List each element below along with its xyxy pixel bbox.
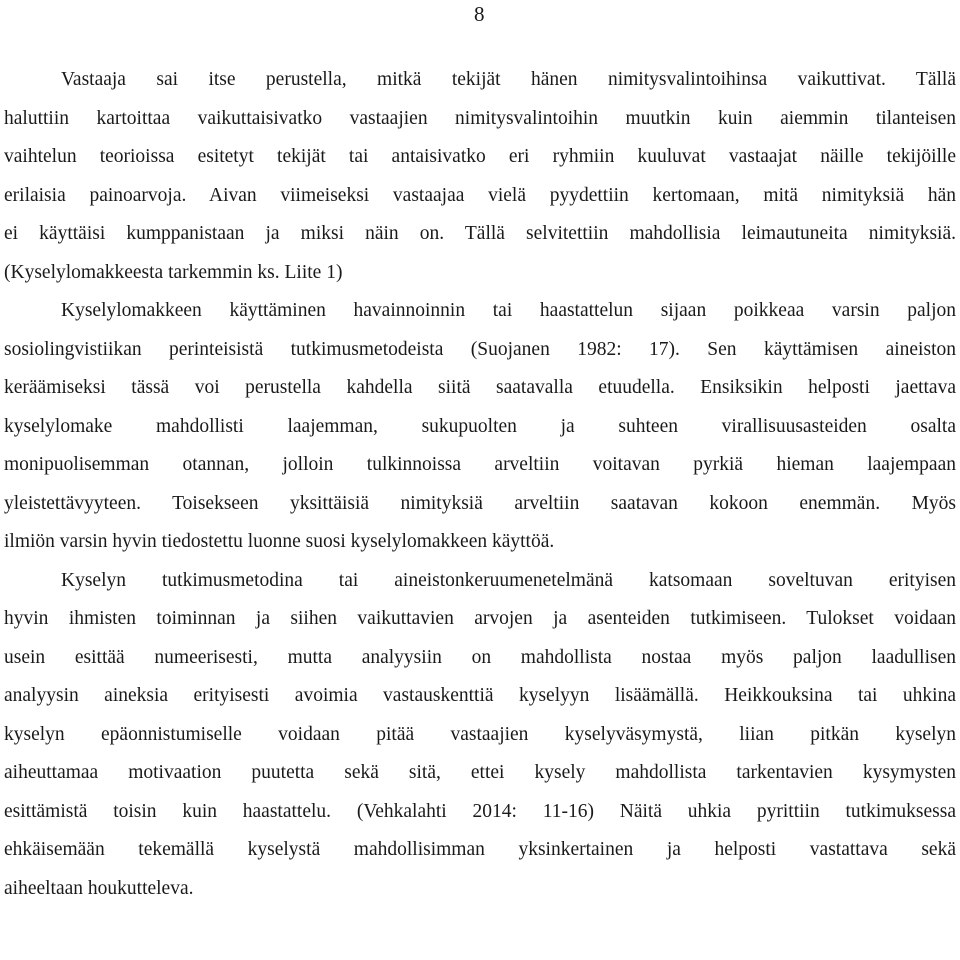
paragraph-line: vaihtelun teorioissa esitetyt tekijät tai antaisivatko eri ryhmiin kuuluvat vastaajat näille tekijöille (4, 146, 956, 167)
paragraph-3 (4, 562, 956, 909)
paragraph-line: ehkäisemään tekemällä kyselystä mahdollisimman yksinkertainen ja helposti vastattava sekä (4, 839, 956, 860)
paragraph-line: aiheuttamaa motivaation puutetta sekä sitä, ettei kysely mahdollista tarkentavien kysymysten (4, 762, 956, 783)
paragraph-line: ilmiön varsin hyvin tiedostettu luonne suosi kyselylomakkeen käyttöä. (4, 531, 555, 552)
paragraph-2 (4, 292, 956, 562)
paragraph-line: analyysin aineksia erityisesti avoimia vastauskenttiä kyselyyn lisäämällä. Heikkouksina tai uhkina (4, 685, 956, 706)
body-text (4, 61, 956, 908)
paragraph-line: haluttiin kartoittaa vaikuttaisivatko vastaajien nimitysvalintoihin muutkin kuin aiemmin tilanteisen (4, 107, 956, 129)
paragraph-line: kyselylomake mahdollisti laajemman, sukupuolten ja suhteen virallisuusasteiden osalta (4, 415, 956, 437)
paragraph-line: Vastaaja sai itse perustella, mitkä tekijät hänen nimitysvalintoihinsa vaikuttivat. Tällä (61, 69, 956, 90)
paragraph-line: (Kyselylomakkeesta tarkemmin ks. Liite 1) (4, 261, 343, 283)
paragraph-line: sosiolingvistiikan perinteisistä tutkimusmetodeista (Suojanen 1982: 17). Sen käyttämisen aineiston (4, 338, 956, 360)
page-number: 8 (474, 2, 485, 26)
paragraph-line: Kyselylomakkeen käyttäminen havainnoinnin tai haastattelun sijaan poikkeaa varsin paljon (61, 300, 956, 321)
paragraph-line: yleistettävyyteen. Toisekseen yksittäisiä nimityksiä arveltiin saatavan kokoon enemmän. Myös (4, 492, 956, 514)
paragraph-line: hyvin ihmisten toiminnan ja siihen vaikuttavien arvojen ja asenteiden tutkimiseen. Tulokset voidaan (4, 608, 956, 629)
paragraph-line: esittämistä toisin kuin haastattelu. (Vehkalahti 2014: 11-16) Näitä uhkia pyrittiin tutkimuksessa (4, 800, 956, 822)
paragraph-line: keräämiseksi tässä voi perustella kahdella siitä saatavalla etuudella. Ensiksikin helposti jaettava (4, 377, 956, 398)
paragraph-line: usein esittää numeerisesti, mutta analyysiin on mahdollista nostaa myös paljon laadullisen (4, 646, 956, 668)
paragraph-1 (4, 61, 956, 292)
paragraph-line: erilaisia painoarvoja. Aivan viimeiseksi vastaajaa vielä pyydettiin kertomaan, mitä nimityksiä hän (4, 184, 956, 206)
paragraph-line: Kyselyn tutkimusmetodina tai aineistonkeruumenetelmänä katsomaan soveltuvan erityisen (61, 569, 956, 591)
paragraph-line: monipuolisemman otannan, jolloin tulkinnoissa arveltiin voitavan pyrkiä hieman laajempaan (4, 454, 956, 475)
paragraph-line: aiheeltaan houkutteleva. (4, 877, 194, 899)
paragraph-line: kyselyn epäonnistumiselle voidaan pitää vastaajien kyselyväsymystä, liian pitkän kyselyn (4, 723, 956, 745)
paragraph-line: ei käyttäisi kumppanistaan ja miksi näin on. Tällä selvitettiin mahdollisia leimautuneita nimityksiä. (4, 223, 956, 244)
